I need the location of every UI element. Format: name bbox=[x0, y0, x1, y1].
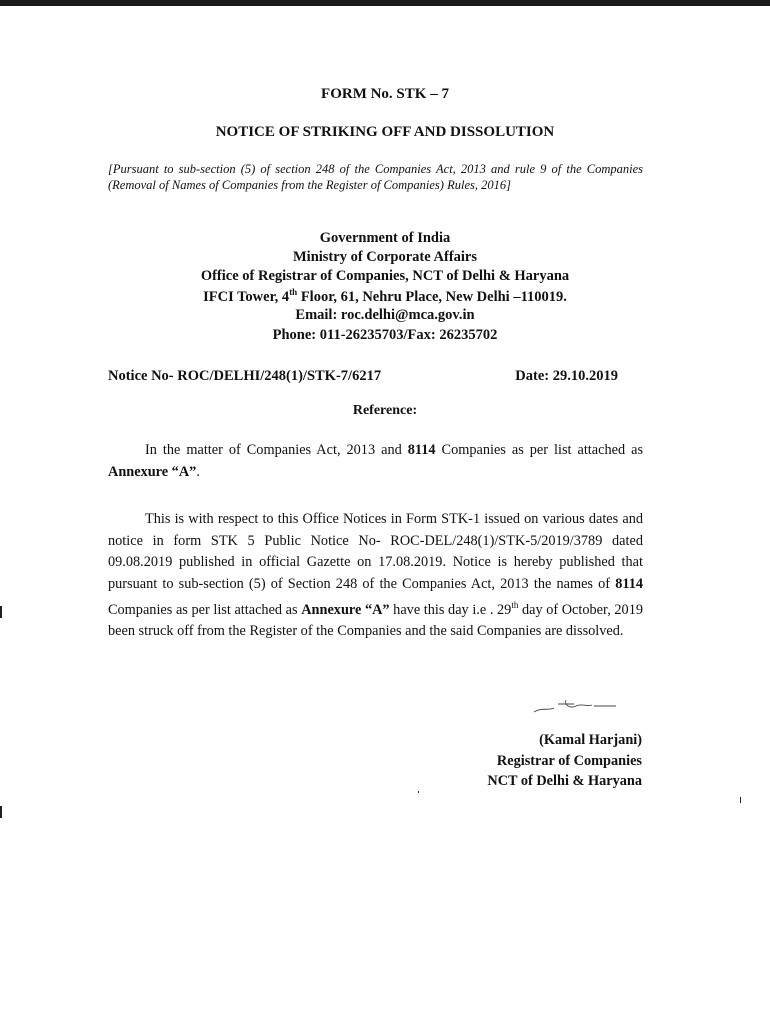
scan-top-edge bbox=[0, 0, 770, 6]
address-line bbox=[0, 287, 770, 306]
scan-speck bbox=[0, 606, 2, 618]
notice-row bbox=[108, 368, 618, 385]
p2-annexure: Annexure “A” bbox=[301, 601, 390, 618]
p1-text-2: Companies as per list attached as bbox=[435, 442, 644, 458]
p2-text-3: have this day i.e . 29 bbox=[389, 601, 512, 618]
signatory-designation: Registrar of Companies bbox=[496, 752, 642, 769]
email-line: Email: roc.delhi@mca.gov.in bbox=[295, 307, 475, 323]
p2-sup: th bbox=[511, 600, 519, 610]
p1-text-3: . bbox=[196, 463, 200, 480]
signatory-name: (Kamal Harjani) bbox=[539, 732, 642, 748]
p2-text-1: This is with respect to this Office Notices in Form STK-1 issued on various dates and notice in form STK 5 Public Notice No- ROC-DEL/248(1)/STK-5/2019/3789 dated 09.08.2019 published in official Gazette on 17.08.2019. Notice is hereby published that pursuant to sub-section (5) of Section 248 of the Companies Act, 2013 the names of bbox=[108, 511, 643, 592]
scan-speck bbox=[740, 797, 741, 803]
paragraph-notice bbox=[108, 509, 643, 643]
scan-speck bbox=[0, 806, 2, 818]
signatory-jurisdiction: NCT of Delhi & Haryana bbox=[487, 773, 642, 789]
address-end: Floor, 61, Nehru Place, New Delhi –110019. bbox=[297, 288, 567, 305]
address-sup: th bbox=[289, 287, 298, 297]
government-line: Government of India bbox=[319, 230, 451, 246]
ministry-line: Ministry of Corporate Affairs bbox=[292, 249, 478, 265]
form-title: FORM No. STK – 7 bbox=[321, 86, 449, 102]
p2-text-2: Companies as per list attached as bbox=[108, 601, 302, 618]
p2-text-4: day of October, 2019 been struck off from the Register of the Companies and the said Companies are dissolved. bbox=[108, 601, 643, 640]
signature-mark bbox=[530, 695, 620, 717]
address-start: IFCI Tower, 4 bbox=[203, 288, 290, 305]
p2-count: 8114 bbox=[615, 575, 643, 592]
signatory-block bbox=[440, 730, 642, 792]
paragraph-matter bbox=[108, 440, 643, 483]
pursuant-clause: [Pursuant to sub-section (5) of section 248 of the Companies Act, 2013 and rule 9 of the Companies (Removal of Names of Companies from the Register of Companies) Rules, 2016] bbox=[108, 162, 643, 192]
notice-title: NOTICE OF STRIKING OFF AND DISSOLUTION bbox=[215, 124, 555, 140]
p1-count: 8114 bbox=[407, 442, 436, 458]
p1-annexure: Annexure “A” bbox=[108, 463, 197, 480]
p1-text-1: In the matter of Companies Act, 2013 and bbox=[145, 442, 408, 458]
phone-line: Phone: 011-26235703/Fax: 26235702 bbox=[272, 327, 498, 343]
notice-date: Date: 29.10.2019 bbox=[515, 368, 618, 384]
office-line: Office of Registrar of Companies, NCT of Delhi & Haryana bbox=[200, 268, 570, 284]
reference-label: Reference: bbox=[352, 403, 418, 418]
notice-number: Notice No- ROC/DELHI/248(1)/STK-7/6217 bbox=[108, 368, 382, 384]
scan-speck bbox=[418, 791, 419, 793]
